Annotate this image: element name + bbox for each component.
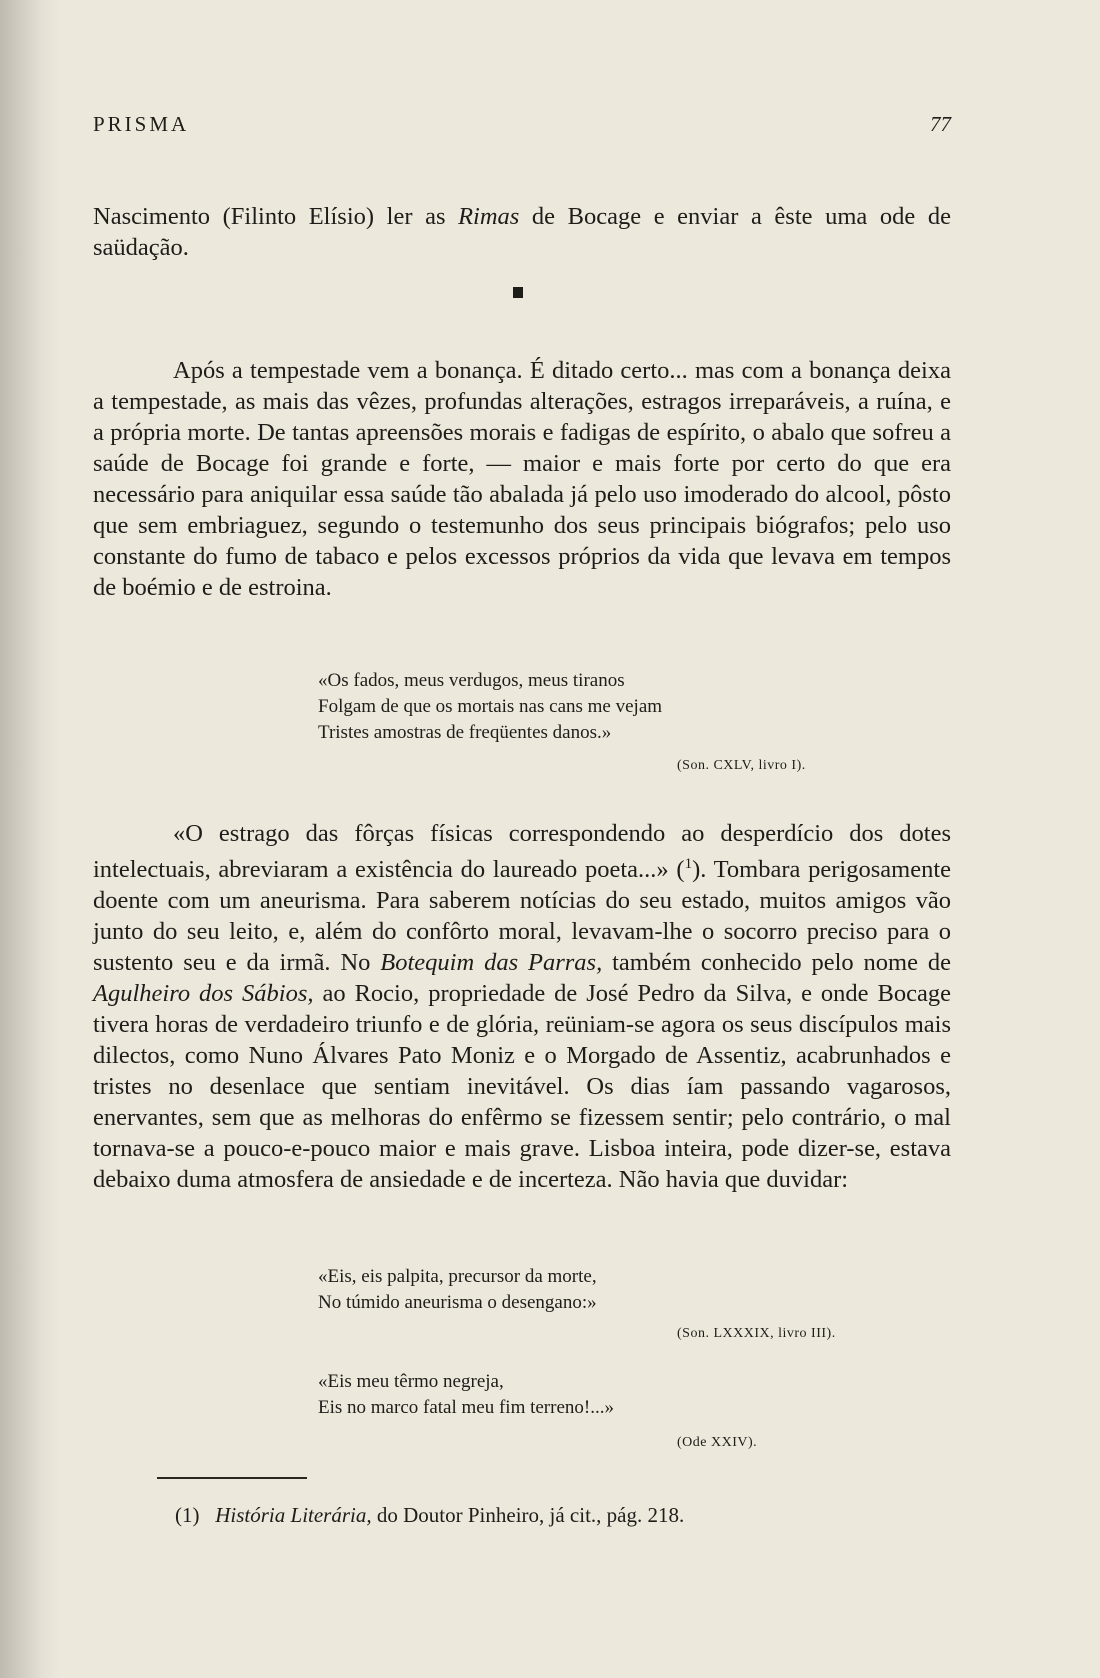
footnote-mark: (1) [175, 1503, 200, 1527]
verse-line: «Eis, eis palpita, precursor da morte, [318, 1266, 597, 1287]
verse-line: Tristes amostras de freqüentes danos.» [318, 722, 612, 743]
paragraph-3-text-b: ). Tombara perigosamente doente com um aneurisma. Para saberem notícias do seu estado, muitos amigos vão junto do seu leito, e, além do confôrto moral, levavam-lhe o socorro preciso para o sustento seu e da irmã. No [93, 856, 952, 977]
verse-line: No túmido aneurisma o desengano:» [318, 1292, 597, 1313]
footnote-text: do Doutor Pinheiro, já cit., pág. 218. [371, 1503, 685, 1527]
paragraph-2: Após a tempestade vem a bonança. É ditado certo... mas com a bonança deixa a tempestade, as mais das vêzes, profundas alterações, estragos irreparáveis, a ruína, e a própria morte. De tantas apreensões morais e fadigas de espírito, o abalo que sofreu a saúde de Bocage foi grande e forte, — maior e mais forte por certo do que era necessário para aniquilar essa saúde tão abalada já pelo uso imoderado do alcool, pôsto que sem embriaguez, segundo o testemunho dos seus principais biógrafos; pelo uso constante do fumo de tabaco e pelos excessos próprios da vida que levava em tempos de boémio e de estroina. [93, 357, 951, 601]
paragraph-3 [93, 818, 951, 1195]
verse-quote-2 [318, 1264, 597, 1316]
paragraph-1-text-b: de Bocage e enviar a êste uma ode de saüdação. [93, 203, 951, 261]
paragraph-3-text-c: também conhecido pelo nome de [602, 949, 951, 977]
verse-line: Eis no marco fatal meu fim terreno!...» [318, 1397, 614, 1418]
footnote-reference: 1 [684, 856, 693, 872]
verse-line: «Eis meu têrmo negreja, [318, 1371, 504, 1392]
page-number: 77 [930, 112, 951, 136]
paragraph-1 [93, 201, 951, 263]
botequim-name: Botequim das Parras, [380, 949, 603, 977]
page-binding-shadow [0, 0, 60, 1678]
footnote [175, 1503, 684, 1528]
verse-line: Folgam de que os mortais nas cans me vejam [318, 696, 663, 717]
verse-line: «Os fados, meus verdugos, meus tiranos [318, 670, 625, 691]
verse-source-2: (Son. LXXXIX, livro III). [677, 1326, 836, 1341]
footnote-divider [157, 1477, 307, 1479]
paragraph-1-text-a: Nascimento (Filinto Elísio) ler as [93, 203, 459, 230]
footnote-book-title: História Literária, [215, 1503, 372, 1527]
verse-quote-3 [318, 1369, 614, 1421]
paragraph-3-text-d: ao Rocio, propriedade de José Pedro da Silva, e onde Bocage tivera horas de verdadeiro triunfo e de glória, reüniam-se agora os seus discípulos mais dilectos, como Nuno Álvares Pato Moniz e o Morgado de Assentiz, acabrunhados e tristes no desenlace que sentiam inevitável. Os dias íam passando vagarosos, enervantes, sem que as melhoras do enfêrmo se fizessem sentir; pelo contrário, o mal tornava-se a pouco-e-pouco maior e mais grave. Lisboa inteira, pode dizer-se, estava debaixo duma atmosfera de ansiedade e de incerteza. Não havia que duvidar: [93, 980, 951, 1194]
rimas-title: Rimas [458, 203, 520, 230]
verse-source-1: (Son. CXLV, livro I). [677, 758, 806, 773]
verse-quote-1 [318, 668, 662, 746]
running-title: PRISMA [93, 112, 190, 136]
section-marker [513, 287, 523, 298]
paragraph-3-text-a: «O estrago das fôrças físicas correspondendo ao desperdício dos dotes intelectuais, abreviaram a existência do laureado poeta...» ( [93, 820, 951, 884]
verse-source-3: (Ode XXIV). [677, 1435, 758, 1450]
agulheiro-name: Agulheiro dos Sábios, [93, 980, 314, 1008]
